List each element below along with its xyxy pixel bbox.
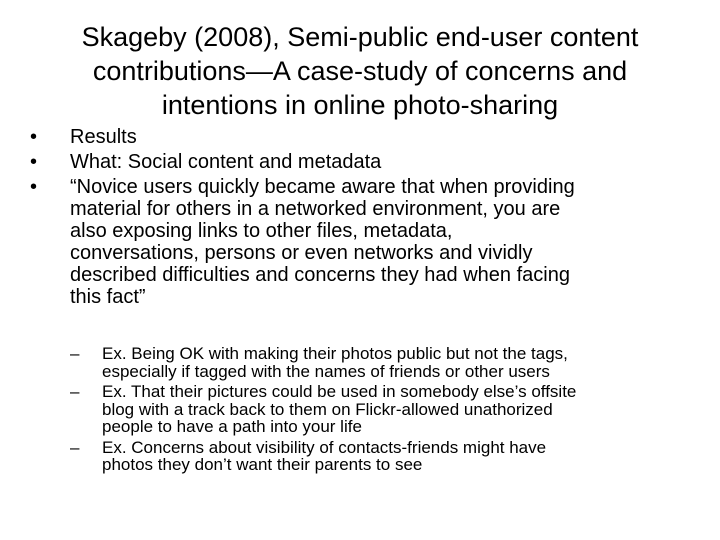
sub-bullet-item — [70, 383, 700, 436]
title-line: contributions—A case-study of concerns and — [92, 56, 628, 86]
bullet-marker: • — [30, 176, 38, 198]
slide-title — [40, 20, 680, 122]
title-line: intentions in online photo-sharing — [161, 90, 559, 120]
sub-bullet-item — [70, 439, 700, 474]
bullet-line: What: Social content and metadata — [70, 151, 382, 173]
sub-bullet-line: photos they don’t want their parents to see — [102, 455, 423, 474]
sub-bullet-line: blog with a track back to them on Flickr-allowed unathorized — [102, 399, 553, 419]
sub-bullet-text — [102, 345, 700, 380]
bullet-line: Results — [70, 126, 137, 148]
bullet-item-results — [30, 126, 690, 148]
bullet-marker: • — [30, 126, 38, 148]
bullet-line: this fact” — [70, 286, 146, 308]
sub-bullet-item — [70, 345, 700, 380]
sub-bullet-line: Ex. Being OK with making their photos public but not the tags, — [102, 344, 568, 363]
sub-bullet-line: people to have a path into your life — [102, 417, 362, 436]
bullet-text — [70, 126, 690, 148]
bullet-line: conversations, persons or even networks and vividly — [70, 242, 533, 264]
sub-bullet-line: Ex. That their pictures could be used in somebody else’s offsite — [102, 382, 577, 401]
sub-bullet-text — [102, 439, 700, 474]
bullet-list — [30, 126, 690, 311]
bullet-marker: • — [30, 151, 38, 173]
bullet-text — [70, 176, 690, 308]
bullet-text — [70, 151, 690, 173]
sub-bullet-text — [102, 383, 700, 436]
sub-bullet-marker: – — [70, 382, 80, 401]
bullet-line: material for others in a networked environment, you are — [70, 198, 561, 220]
bullet-line: described difficulties and concerns they had when facing — [70, 264, 570, 286]
sub-bullet-marker: – — [70, 437, 80, 457]
sub-bullet-line: especially if tagged with the names of friends or other users — [102, 361, 550, 381]
bullet-item-what — [30, 151, 690, 173]
sub-bullet-line: Ex. Concerns about visibility of contacts-friends might have — [102, 437, 547, 457]
title-line: Skageby (2008), Semi-public end-user content — [81, 22, 639, 52]
bullet-line: also exposing links to other files, metadata, — [70, 220, 453, 242]
sub-bullet-marker: – — [70, 344, 80, 363]
bullet-line: “Novice users quickly became aware that when providing — [70, 176, 575, 198]
sub-bullet-list — [70, 345, 700, 477]
bullet-item-quote — [30, 176, 690, 308]
